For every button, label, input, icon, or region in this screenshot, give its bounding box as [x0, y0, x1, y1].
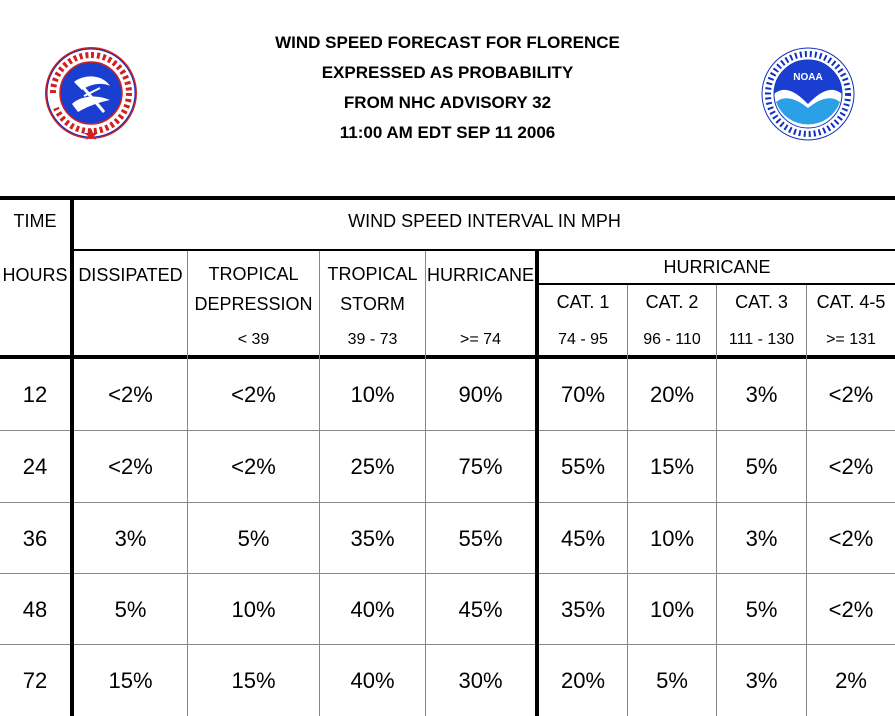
column-divider: [187, 251, 188, 716]
row-divider: [0, 573, 895, 574]
title-line-3: FROM NHC ADVISORY 32: [343, 93, 552, 112]
cat1-range: 74 - 95: [558, 331, 608, 348]
hurricane-header: HURRICANE: [426, 265, 534, 285]
hours-header: HOURS: [2, 265, 68, 285]
cell-cat1: 70%: [560, 381, 606, 407]
cell-tropical-depression: <2%: [231, 381, 276, 407]
column-divider: [319, 251, 320, 716]
hurricane-range: >= 74: [460, 331, 501, 348]
dissipated-header: DISSIPATED: [78, 265, 183, 285]
cell-cat3: 5%: [745, 453, 778, 479]
cell-tropical-storm: 25%: [350, 453, 395, 479]
ts-header-line1: TROPICAL: [327, 264, 418, 284]
cell-cat2: 15%: [649, 453, 695, 479]
cat1-header: CAT. 1: [556, 292, 610, 312]
cell-dissipated: 3%: [114, 525, 147, 551]
header-divider: [72, 249, 895, 251]
cell-cat2: 10%: [649, 596, 695, 622]
cell-dissipated: 15%: [108, 667, 153, 693]
cell-cat2: 5%: [656, 667, 688, 693]
column-divider: [425, 251, 426, 716]
title-line-4: 11:00 AM EDT SEP 11 2006: [339, 123, 556, 142]
cell-tropical-storm: 10%: [350, 381, 395, 407]
column-divider: [627, 285, 628, 716]
cell-hurricane: 45%: [458, 596, 503, 622]
cell-cat1: 45%: [560, 525, 606, 551]
time-header: TIME: [13, 211, 57, 231]
cell-tropical-storm: 40%: [350, 667, 395, 693]
column-divider: [716, 285, 717, 716]
table-top-border: [0, 196, 895, 200]
cell-cat1: 55%: [560, 453, 606, 479]
cell-hour: 12: [22, 381, 48, 407]
cell-tropical-depression: 15%: [231, 667, 276, 693]
cat2-range: 96 - 110: [643, 331, 701, 348]
cell-tropical-depression: 10%: [231, 596, 276, 622]
cell-dissipated: <2%: [108, 381, 153, 407]
cell-cat1: 35%: [560, 596, 606, 622]
cat45-header: CAT. 4-5: [816, 292, 886, 312]
cell-cat1: 20%: [560, 667, 606, 693]
cell-cat3: 3%: [745, 667, 778, 693]
cell-cat3: 3%: [745, 381, 778, 407]
row-divider: [0, 502, 895, 503]
cat3-range: 111 - 130: [728, 331, 795, 348]
header-bottom-border: [0, 355, 895, 359]
cell-tropical-depression: 5%: [237, 525, 270, 551]
cell-cat45: <2%: [828, 453, 874, 479]
cell-hurricane: 90%: [458, 381, 503, 407]
row-divider: [0, 644, 895, 645]
cell-cat2: 20%: [649, 381, 695, 407]
cell-dissipated: <2%: [108, 453, 153, 479]
cell-cat3: 5%: [745, 596, 778, 622]
cell-cat45: <2%: [828, 596, 874, 622]
cell-hurricane: 55%: [458, 525, 503, 551]
title-line-2: EXPRESSED AS PROBABILITY: [321, 63, 574, 82]
nws-logo-icon: [44, 46, 138, 140]
noaa-logo-text: NOAA: [793, 72, 823, 83]
td-header-line2: DEPRESSION: [194, 294, 313, 314]
hurricane-column-border: [535, 251, 539, 716]
cell-cat2: 10%: [649, 525, 695, 551]
cell-cat45: 2%: [835, 667, 867, 693]
noaa-logo-icon: [760, 46, 856, 142]
cell-cat45: <2%: [828, 381, 874, 407]
ts-header-line2: STORM: [340, 294, 405, 314]
cell-hour: 72: [22, 667, 48, 693]
cell-tropical-storm: 40%: [350, 596, 395, 622]
ts-range: 39 - 73: [347, 331, 398, 348]
cell-tropical-storm: 35%: [350, 525, 395, 551]
cat2-header: CAT. 2: [645, 292, 699, 312]
cat3-header: CAT. 3: [735, 292, 788, 312]
hurricane-group-header: HURRICANE: [663, 257, 771, 277]
cell-dissipated: 5%: [114, 596, 147, 622]
cell-hour: 36: [22, 525, 48, 551]
cell-hour: 48: [22, 596, 48, 622]
cell-cat45: <2%: [828, 525, 874, 551]
td-range: < 39: [237, 331, 270, 348]
cell-hour: 24: [22, 453, 48, 479]
row-divider: [0, 430, 895, 431]
cell-hurricane: 75%: [458, 453, 503, 479]
cat45-range: >= 131: [826, 331, 876, 348]
title-line-1: WIND SPEED FORECAST FOR FLORENCE: [275, 33, 620, 52]
column-divider: [806, 285, 807, 716]
interval-header: WIND SPEED INTERVAL IN MPH: [348, 211, 621, 231]
cell-hurricane: 30%: [458, 667, 503, 693]
td-header-line1: TROPICAL: [208, 264, 299, 284]
cell-tropical-depression: <2%: [231, 453, 276, 479]
cell-cat3: 3%: [745, 525, 778, 551]
